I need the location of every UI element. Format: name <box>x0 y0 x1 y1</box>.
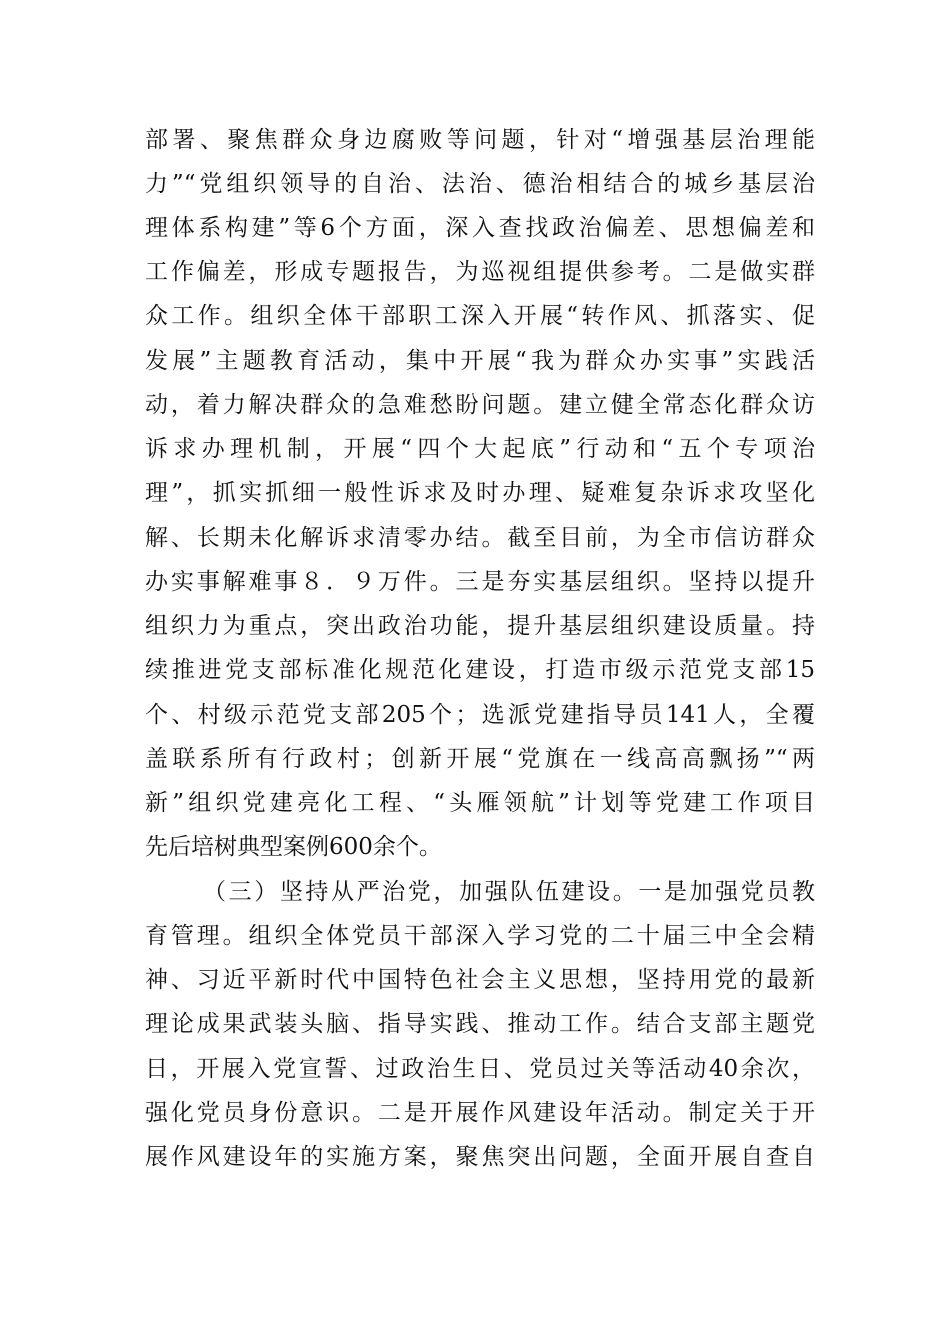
body-text-line: 育管理。组织全体党员干部深入学习党的二十届三中全会精 <box>145 923 815 949</box>
body-text-line: 续推进党支部标准化规范化建设，打造市级示范党支部15 <box>145 657 815 683</box>
body-text-line: 力”“党组织领导的自治、法治、德治相结合的城乡基层治 <box>145 171 815 197</box>
body-text-line: 众工作。组织全体干部职工深入开展“转作风、抓落实、促 <box>145 303 815 329</box>
body-text-line: 理论成果武装头脑、指导实践、推动工作。结合支部主题党 <box>145 1011 815 1037</box>
body-text-line: 发展”主题教育活动，集中开展“我为群众办实事”实践活 <box>145 348 815 374</box>
body-text-line: 盖联系所有行政村；创新开展“党旗在一线高高飘扬”“两 <box>145 746 815 772</box>
body-text-line: 新”组织党建亮化工程、“头雁领航”计划等党建工作项目 <box>145 790 815 816</box>
body-text-line: 展作风建设年的实施方案，聚焦突出问题，全面开展自查自 <box>145 1144 815 1170</box>
body-text-line: 办实事解难事８．９万件。三是夯实基层组织。坚持以提升 <box>145 569 815 595</box>
body-text-line: 个、村级示范党支部205个；选派党建指导员141人，全覆 <box>145 702 815 728</box>
body-text-line: 强化党员身份意识。二是开展作风建设年活动。制定关于开 <box>145 1100 815 1126</box>
body-text-line: 动，着力解决群众的急难愁盼问题。建立健全常态化群众访 <box>145 392 815 418</box>
body-text-line: 解、长期未化解诉求清零办结。截至目前，为全市信访群众 <box>145 525 815 551</box>
body-text-line: 日，开展入党宣誓、过政治生日、党员过关等活动40余次， <box>145 1056 815 1082</box>
section-heading-line: （三）坚持从严治党，加强队伍建设。一是加强党员教 <box>203 879 815 905</box>
body-text-line: 理”，抓实抓细一般性诉求及时办理、疑难复杂诉求攻坚化 <box>145 480 815 506</box>
body-text-line: 组织力为重点，突出政治功能，提升基层组织建设质量。持 <box>145 613 815 639</box>
body-text-line: 部署、聚焦群众身边腐败等问题，针对“增强基层治理能 <box>145 127 815 153</box>
paragraph-last-line: 先后培树典型案例600余个。 <box>145 834 442 860</box>
body-text-line: 工作偏差，形成专题报告，为巡视组提供参考。二是做实群 <box>145 259 815 285</box>
body-text-line: 神、习近平新时代中国特色社会主义思想，坚持用党的最新 <box>145 967 815 993</box>
body-text-line: 理体系构建”等6个方面，深入查找政治偏差、思想偏差和 <box>145 215 815 241</box>
body-text-line: 诉求办理机制，开展“四个大起底”行动和“五个专项治 <box>145 436 815 462</box>
